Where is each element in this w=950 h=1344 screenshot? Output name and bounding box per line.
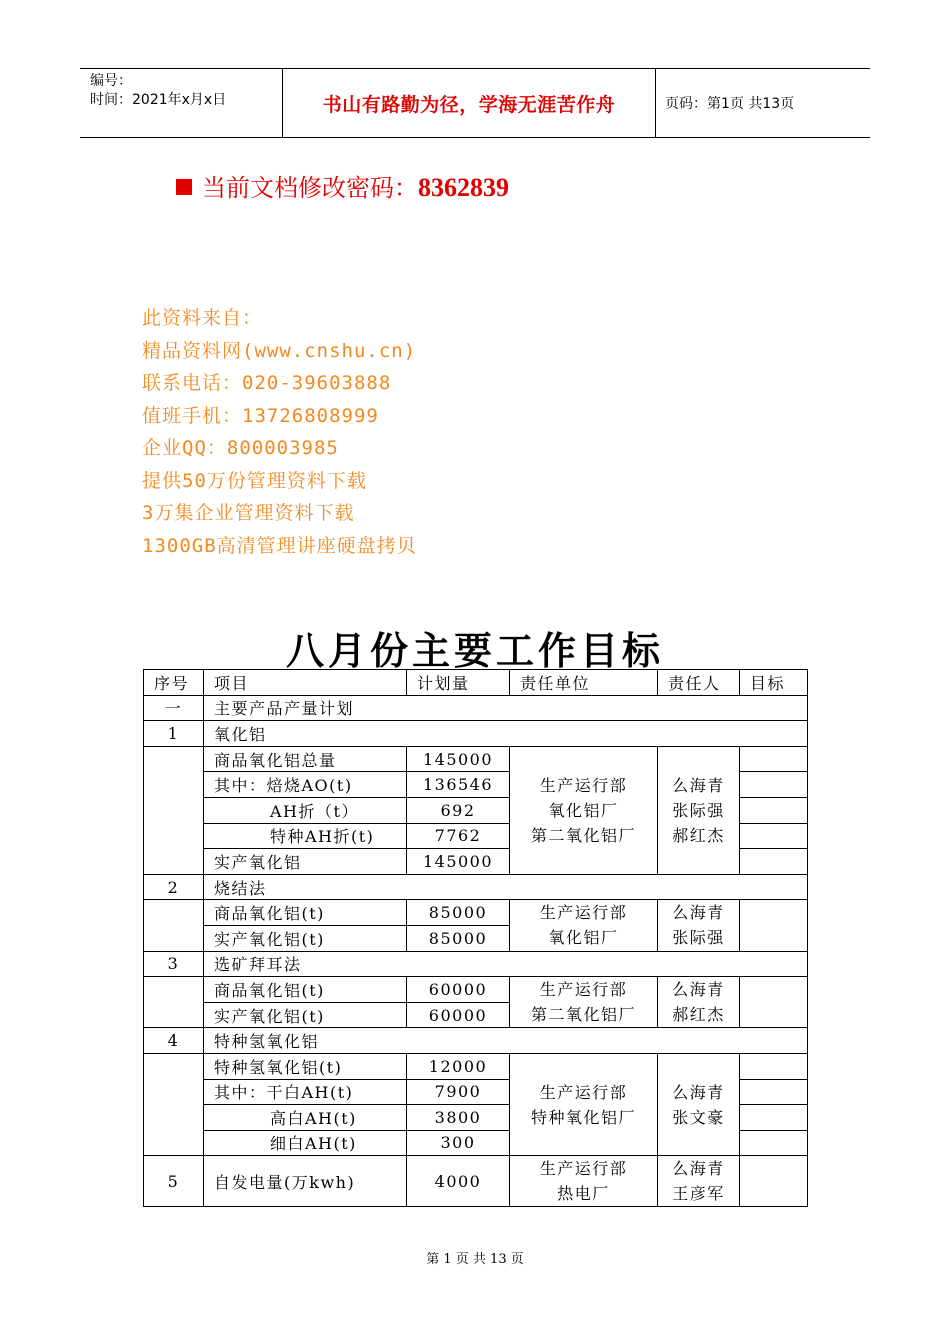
person-line: 郝红杰 — [672, 825, 725, 845]
source-info-block — [142, 302, 417, 562]
item-qty: 60000 — [407, 977, 510, 1003]
unit-line: 生产运行部 — [539, 775, 628, 795]
item-label: 特种AH折(t) — [204, 823, 407, 849]
item-label: 细白AH(t) — [204, 1130, 407, 1156]
item-label: 商品氧化铝总量 — [204, 746, 407, 772]
person-line: 么海青 — [672, 775, 725, 795]
table-row — [144, 900, 808, 926]
responsible-person — [658, 900, 740, 951]
person-line: 么海青 — [672, 903, 725, 923]
unit-line: 生产运行部 — [539, 1159, 628, 1179]
item-label: AH折（t） — [204, 797, 407, 823]
target-cell — [740, 977, 808, 1028]
person-line: 张际强 — [672, 928, 725, 948]
header-motto-cell — [282, 69, 656, 137]
item-label: 商品氧化铝(t) — [204, 977, 407, 1003]
responsible-unit — [510, 1053, 658, 1155]
table-row — [144, 1053, 808, 1079]
item-qty: 85000 — [407, 925, 510, 951]
item-label: 实产氧化铝 — [204, 849, 407, 875]
col-header: 目标 — [740, 670, 808, 696]
responsible-unit — [510, 900, 658, 951]
doc-number-label: 编号： — [90, 73, 132, 89]
responsible-person — [658, 1156, 740, 1207]
person-line: 张文豪 — [672, 1107, 725, 1127]
group-row — [144, 874, 808, 900]
unit-line: 生产运行部 — [539, 1082, 628, 1102]
section-row — [144, 695, 808, 721]
group-name: 烧结法 — [204, 874, 808, 900]
col-header: 责任单位 — [510, 670, 658, 696]
unit-line: 特种氧化铝厂 — [530, 1107, 636, 1127]
responsible-unit — [510, 1156, 658, 1207]
target-cell — [740, 746, 808, 772]
person-line: 张际强 — [672, 800, 725, 820]
table-row — [144, 746, 808, 772]
group-index: 2 — [144, 874, 204, 900]
item-qty: 3800 — [407, 1105, 510, 1131]
item-label: 其中：焙烧AO(t) — [204, 772, 407, 798]
item-label: 实产氧化铝(t) — [204, 1002, 407, 1028]
person-line: 么海青 — [672, 980, 725, 1000]
source-line: 值班手机：13726808999 — [142, 404, 379, 427]
source-line: 提供50万份管理资料下载 — [142, 469, 367, 492]
target-cell — [740, 772, 808, 798]
responsible-person — [658, 1053, 740, 1155]
red-square-icon — [176, 179, 192, 195]
doc-time-label: 时间：2021年x月x日 — [90, 92, 227, 108]
target-cell — [740, 1156, 808, 1207]
target-cell — [740, 849, 808, 875]
group-name: 选矿拜耳法 — [204, 951, 808, 977]
unit-line: 氧化铝厂 — [548, 928, 619, 948]
item-label: 其中：干白AH(t) — [204, 1079, 407, 1105]
source-line: 企业QQ：800003985 — [142, 437, 339, 459]
col-header: 计划量 — [407, 670, 510, 696]
password-notice — [176, 168, 509, 203]
person-line: 郝红杰 — [672, 1005, 725, 1025]
source-line: 联系电话：020-39603888 — [142, 372, 392, 394]
responsible-unit — [510, 746, 658, 874]
section-label: 主要产品产量计划 — [204, 695, 808, 721]
responsible-person — [658, 977, 740, 1028]
table-row — [144, 1156, 808, 1207]
header-page-info: 页码：第1页 共13页 — [665, 96, 795, 112]
source-line: 精品资料网(www.cnshu.cn) — [142, 339, 417, 362]
item-qty: 7900 — [407, 1079, 510, 1105]
person-line: 么海青 — [672, 1082, 725, 1102]
source-line: 1300GB高清管理讲座硬盘拷贝 — [142, 534, 417, 557]
target-cell — [740, 797, 808, 823]
target-cell — [740, 1130, 808, 1156]
work-target-table — [143, 669, 808, 1207]
col-header: 责任人 — [658, 670, 740, 696]
table-row — [144, 977, 808, 1003]
item-label: 实产氧化铝(t) — [204, 925, 407, 951]
item-label: 高白AH(t) — [204, 1105, 407, 1131]
unit-line: 氧化铝厂 — [548, 800, 619, 820]
item-qty: 60000 — [407, 1002, 510, 1028]
target-cell — [740, 1079, 808, 1105]
unit-line: 第二氧化铝厂 — [530, 1005, 636, 1025]
item-qty: 145000 — [407, 849, 510, 875]
item-qty: 85000 — [407, 900, 510, 926]
password-label: 当前文档修改密码： — [202, 174, 418, 202]
responsible-unit — [510, 977, 658, 1028]
item-qty: 145000 — [407, 746, 510, 772]
unit-line: 生产运行部 — [539, 903, 628, 923]
target-cell — [740, 900, 808, 951]
source-line: 3万集企业管理资料下载 — [142, 502, 355, 524]
header-left — [80, 69, 282, 137]
table-header-row — [144, 670, 808, 696]
person-line: 王彦军 — [672, 1184, 725, 1204]
target-cell — [740, 1053, 808, 1079]
item-qty: 7762 — [407, 823, 510, 849]
person-line: 么海青 — [672, 1159, 725, 1179]
password-code: 8362839 — [418, 173, 509, 202]
header-page-info-cell — [655, 69, 870, 137]
item-label: 商品氧化铝(t) — [204, 900, 407, 926]
item-qty: 136546 — [407, 772, 510, 798]
group-index: 1 — [144, 721, 204, 747]
section-index: 一 — [144, 695, 204, 721]
unit-line: 生产运行部 — [539, 980, 628, 1000]
group-row — [144, 1028, 808, 1054]
item-qty: 12000 — [407, 1053, 510, 1079]
unit-line: 热电厂 — [557, 1184, 610, 1204]
target-cell — [740, 823, 808, 849]
item-label: 自发电量(万kwh) — [204, 1156, 407, 1207]
item-qty: 692 — [407, 797, 510, 823]
col-header: 项目 — [204, 670, 407, 696]
document-title: 八月份主要工作目标 — [285, 629, 664, 673]
col-header: 序号 — [144, 670, 204, 696]
group-row — [144, 721, 808, 747]
item-qty: 4000 — [407, 1156, 510, 1207]
group-name: 氧化铝 — [204, 721, 808, 747]
header-motto: 书山有路勤为径，学海无涯苦作舟 — [322, 93, 616, 116]
source-line: 此资料来自： — [142, 307, 263, 329]
unit-line: 第二氧化铝厂 — [530, 825, 636, 845]
target-cell — [740, 1105, 808, 1131]
responsible-person — [658, 746, 740, 874]
group-index: 5 — [144, 1156, 204, 1207]
item-label: 特种氢氧化铝(t) — [204, 1053, 407, 1079]
page-header — [80, 68, 870, 138]
group-row — [144, 951, 808, 977]
page-footer: 第 1 页 共 13 页 — [426, 1252, 524, 1267]
group-name: 特种氢氧化铝 — [204, 1028, 808, 1054]
item-qty: 300 — [407, 1130, 510, 1156]
group-index: 4 — [144, 1028, 204, 1054]
group-index: 3 — [144, 951, 204, 977]
